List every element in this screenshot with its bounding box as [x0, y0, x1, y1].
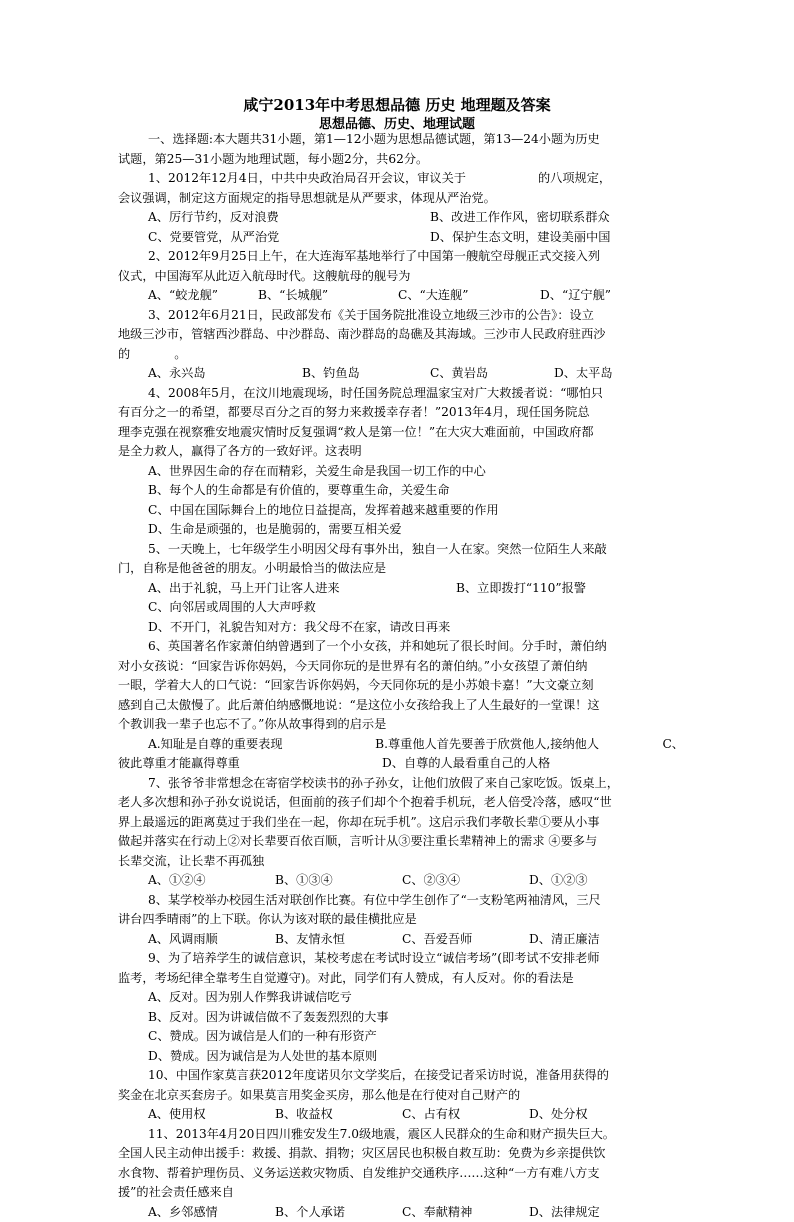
question-9-text: 9、为了培养学生的诚信意识，某校考虑在考试时设立“诚信考场”(即考试不安排老师	[118, 949, 684, 969]
option-a: A、世界因生命的存在而精彩，关爱生命是我国一切工作的中心	[118, 462, 684, 482]
option-b: B、①③④	[275, 871, 402, 891]
option-a: A、永兴岛	[148, 364, 302, 384]
section-intro-line: 一、选择题:本大题共31小题，第1—12小题为思想品德试题，第13—24小题为历史	[118, 130, 684, 150]
option-b: B、改进工作作风，密切联系群众	[430, 208, 610, 228]
question-10-text: 10、中国作家莫言获2012年度诺贝尔文学奖后，在接受记者采访时说，准备用获得的	[118, 1066, 684, 1086]
question-4-text: 4、2008年5月，在汶川地震现场，时任国务院总理温家宝对广大救援者说：“哪怕只	[118, 384, 684, 404]
option-c: 彼此尊重才能赢得尊重	[118, 754, 382, 774]
option-c: C、向邻居或周围的人大声呼救	[118, 598, 684, 618]
question-1-text: 1、2012年12月4日，中共中央政治局召开会议，审议关于 的八项规定，	[118, 169, 684, 189]
question-5-text: 5、一天晚上，七年级学生小明因父母有事外出，独自一人在家。突然一位陌生人来敲	[118, 540, 684, 560]
question-2-options	[118, 286, 684, 306]
option-c: C、奉献精神	[402, 1203, 529, 1222]
option-a: A、①②④	[148, 871, 275, 891]
option-d: D、“辽宁舰”	[540, 286, 611, 306]
option-b: B.尊重他人首先要善于欣赏他人,接纳他人	[375, 735, 662, 755]
question-7-text: 做起并落实在行动上②对长辈要百依百顺，言听计从③要注重长辈精神上的需求 ④要多与	[118, 832, 684, 852]
question-6-options	[118, 735, 684, 755]
question-7-text: 7、张爷爷非常想念在寄宿学校读书的孙子孙女，让他们放假了来自己家吃饭。饭桌上，	[118, 774, 684, 794]
option-d: D、清正廉洁	[529, 930, 600, 950]
option-a: A、“蛟龙舰”	[148, 286, 258, 306]
question-6-text: 一眼，学着大人的口气说：“回家告诉你妈妈，今天同你玩的是小苏娘卡嘉！”大文豪立刻	[118, 676, 684, 696]
option-a: A、出于礼貌，马上开门让客人进来	[148, 579, 456, 599]
section-intro-line: 试题，第25—31小题为地理试题，每小题2分，共62分。	[118, 150, 684, 170]
question-1-text: 会议强调，制定这方面规定的指导思想就是从严要求，体现从严治党。	[118, 189, 684, 209]
question-6-text: 个教训我一辈子也忘不了。”你从故事得到的启示是	[118, 715, 684, 735]
option-c: C、吾爱吾师	[402, 930, 529, 950]
question-4-text: 是全力救人，赢得了各方的一致好评。这表明	[118, 442, 684, 462]
question-7-options	[118, 871, 684, 891]
question-9-text: 监考，考场纪律全靠考生自觉遵守)。对此，同学们有人赞成，有人反对。你的看法是	[118, 969, 684, 989]
question-11-text: 11、2013年4月20日四川雅安发生7.0级地震，震区人民群众的生命和财产损失巨大。	[118, 1125, 684, 1145]
question-4-text: 有百分之一的希望，都要尽百分之百的努力来救援幸存者！”2013年4月，现任国务院总	[118, 403, 684, 423]
question-11-text: 水食物、帮着护理伤员、义务运送救灾物质、自发维护交通秩序……这种“一方有难八方支	[118, 1164, 684, 1184]
question-7-text: 长辈交流，让长辈不再孤独	[118, 852, 684, 872]
question-11-text: 援”的社会责任感来自	[118, 1183, 684, 1203]
option-b: B、每个人的生命都是有价值的，要尊重生命，关爱生命	[118, 481, 684, 501]
option-b: B、个人承诺	[275, 1203, 402, 1222]
option-c: C、“大连舰”	[398, 286, 540, 306]
option-c: C、②③④	[402, 871, 529, 891]
question-10-options	[118, 1105, 684, 1125]
question-8-text: 讲台四季晴雨”的上下联。你认为该对联的最佳横批应是	[118, 910, 684, 930]
option-c: C、黄岩岛	[430, 364, 554, 384]
option-b: B、友情永恒	[275, 930, 402, 950]
option-a: A、厉行节约，反对浪费	[148, 208, 430, 228]
option-b: B、反对。因为讲诚信做不了轰轰烈烈的大事	[118, 1008, 684, 1028]
option-a: A.知耻是自尊的重要表现	[148, 735, 375, 755]
question-1-options	[118, 228, 684, 248]
option-c: C、占有权	[402, 1105, 529, 1125]
page-title: 咸宁2013年中考思想品德 历史 地理题及答案	[0, 94, 794, 115]
question-10-text: 奖金在北京买套房子。如果莫言用奖金买房，那么他是在行使对自己财产的	[118, 1086, 684, 1106]
question-2-text: 仪式，中国海军从此迈入航母时代。这艘航母的舰号为	[118, 267, 684, 287]
question-6-options	[118, 754, 684, 774]
option-b: B、立即拨打“110”报警	[456, 579, 586, 599]
question-3-text: 的 。	[118, 345, 684, 365]
option-b: B、收益权	[275, 1105, 402, 1125]
option-b: B、“长城舰”	[258, 286, 398, 306]
option-d: D、①②③	[529, 871, 588, 891]
question-3-text: 地级三沙市，管辖西沙群岛、中沙群岛、南沙群岛的岛礁及其海域。三沙市人民政府驻西沙	[118, 325, 684, 345]
question-3-options	[118, 364, 684, 384]
question-6-text: 对小女孩说：“回家告诉你妈妈，今天同你玩的是世界有名的萧伯纳。”小女孩望了萧伯纳	[118, 657, 684, 677]
option-b: B、钓鱼岛	[302, 364, 430, 384]
option-d: D、太平岛	[554, 364, 613, 384]
question-8-options	[118, 930, 684, 950]
option-d: D、自尊的人最看重自己的人格	[382, 754, 550, 774]
option-a: A、风调雨顺	[148, 930, 275, 950]
question-7-text: 界上最遥远的距离莫过于我们坐在一起，你却在玩手机”。这启示我们孝敬长辈①要从小事	[118, 813, 684, 833]
question-11-options	[118, 1203, 684, 1222]
option-a: A、使用权	[148, 1105, 275, 1125]
question-3-text: 3、2012年6月21日，民政部发布《关于国务院批准设立地级三沙市的公告》：设立	[118, 306, 684, 326]
option-a: A、反对。因为别人作弊我讲诚信吃亏	[118, 988, 684, 1008]
option-d: D、保护生态文明，建设美丽中国	[430, 228, 610, 248]
option-c: C、赞成。因为诚信是人们的一种有形资产	[118, 1027, 684, 1047]
option-c: C、党要管党，从严治党	[148, 228, 430, 248]
question-6-text: 感到自己太傲慢了。此后萧伯纳感慨地说：“是这位小女孩给我上了人生最好的一堂课！这	[118, 696, 684, 716]
question-1-options	[118, 208, 684, 228]
question-8-text: 8、某学校举办校园生活对联创作比赛。有位中学生创作了“一支粉笔两袖清风，三尺	[118, 891, 684, 911]
option-a: A、乡邻感情	[148, 1203, 275, 1222]
option-c-marker: C、	[662, 735, 684, 755]
page-subtitle: 思想品德、历史、地理试题	[0, 113, 794, 132]
option-d: D、法律规定	[529, 1203, 600, 1222]
document-body	[118, 130, 684, 1222]
question-5-text: 门，自称是他爸爸的朋友。小明最恰当的做法应是	[118, 559, 684, 579]
option-c: C、中国在国际舞台上的地位日益提高，发挥着越来越重要的作用	[118, 501, 684, 521]
question-11-text: 全国人民主动伸出援手：救援、捐款、捐物；灾区居民也积极自救互助：免费为乡亲提供饮	[118, 1144, 684, 1164]
option-d: D、生命是顽强的，也是脆弱的，需要互相关爱	[118, 520, 684, 540]
question-4-text: 理李克强在视察雅安地震灾情时反复强调“救人是第一位！”在大灾大难面前，中国政府都	[118, 423, 684, 443]
option-d: D、不开门，礼貌告知对方：我父母不在家，请改日再来	[118, 618, 684, 638]
question-2-text: 2、2012年9月25日上午，在大连海军基地举行了中国第一艘航空母舰正式交接入列	[118, 247, 684, 267]
question-5-options	[118, 579, 684, 599]
question-6-text: 6、英国著名作家萧伯纳曾遇到了一个小女孩，并和她玩了很长时间。分手时，萧伯纳	[118, 637, 684, 657]
question-7-text: 老人多次想和孙子孙女说说话，但面前的孩子们却个个抱着手机玩，老人倍受冷落，感叹“世	[118, 793, 684, 813]
option-d: D、处分权	[529, 1105, 588, 1125]
option-d: D、赞成。因为诚信是为人处世的基本原则	[118, 1047, 684, 1067]
